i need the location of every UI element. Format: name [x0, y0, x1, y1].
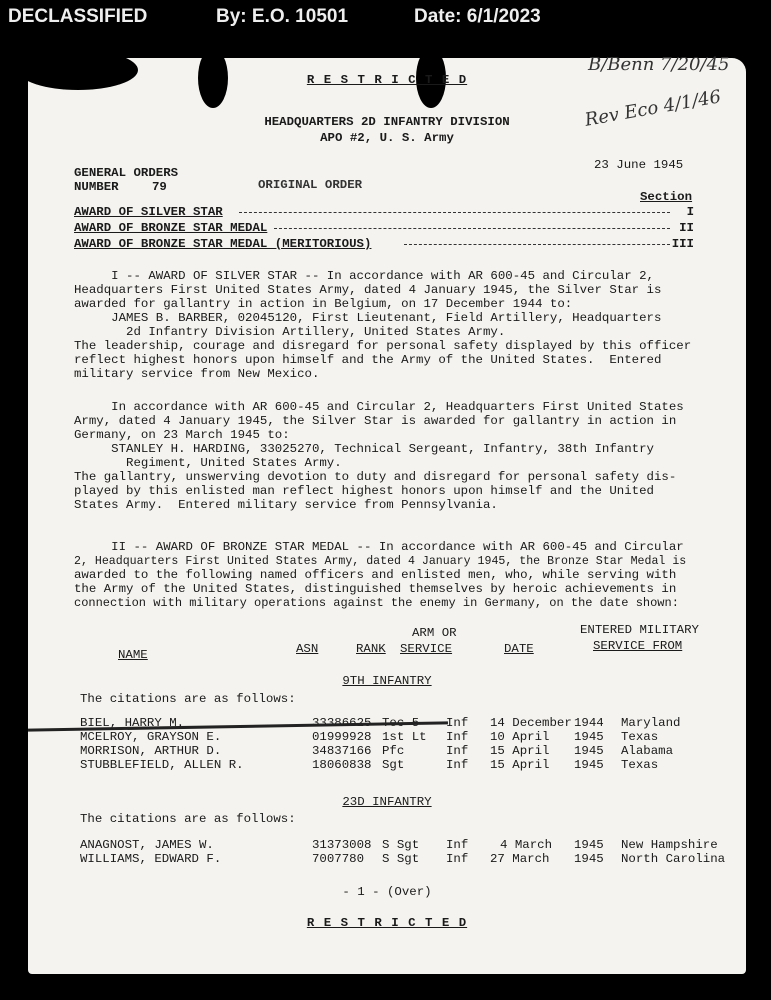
table-row: MCELROY, GRAYSON E. 01999928 1st Lt Inf 10 April 1945 Texas — [80, 730, 659, 744]
declassified-label: DECLASSIFIED — [8, 6, 148, 27]
text-line: awarded for gallantry in action in Belgium, on 17 December 1944 to: — [74, 297, 573, 311]
authority-label: By: E.O. 10501 — [216, 6, 349, 27]
text-line: States Army. Entered military service from Pennsylvania. — [74, 498, 498, 512]
document-page — [28, 54, 746, 974]
text-line: connection with military operations against the enemy in Germany, on the date shown: — [74, 596, 679, 610]
text-line: awarded to the following named officers and enlisted men, who, while serving with — [74, 568, 677, 582]
handwritten-note: Rev Eco 4/1/46 — [583, 86, 723, 131]
citations-intro: The citations are as follows: — [80, 812, 296, 826]
toc-item — [74, 205, 694, 220]
citations-intro: The citations are as follows: — [80, 692, 296, 706]
table-row: BIEL, HARRY M. 33386625 Tec 5 Inf 14 December 1944 Maryland — [80, 716, 681, 730]
text-line: In accordance with AR 600-45 and Circular 2, Headquarters First United States — [74, 400, 684, 414]
classification-header: R E S T R I C T E D — [306, 73, 468, 87]
column-header-rank: RANK — [356, 642, 386, 656]
text-line: Germany, on 23 March 1945 to: — [74, 428, 290, 442]
classification-footer: R E S T R I C T E D — [306, 916, 468, 930]
declassification-banner — [0, 4, 771, 32]
text-line: military service from New Mexico. — [74, 367, 320, 381]
column-header-arm: SERVICE — [400, 642, 453, 656]
original-order-stamp: ORIGINAL ORDER — [258, 178, 363, 192]
toc-section: I — [686, 205, 694, 219]
column-header-from: ENTERED MILITARY — [580, 623, 699, 637]
declassified-date: Date: 6/1/2023 — [414, 6, 541, 27]
apo-heading: APO #2, U. S. Army — [320, 131, 454, 145]
text-line: The leadership, courage and disregard for personal safety displayed by this officer — [74, 339, 692, 353]
page-number: - 1 - (Over) — [342, 885, 432, 899]
unit-heading: 9TH INFANTRY — [342, 674, 432, 688]
order-date: 23 June 1945 — [594, 158, 684, 172]
column-header-from: SERVICE FROM — [593, 639, 683, 653]
text-line: The gallantry, unswerving devotion to duty and disregard for personal safety dis- — [74, 470, 677, 484]
table-row: ANAGNOST, JAMES W. 31373008 S Sgt Inf 4 March 1945 New Hampshire — [80, 838, 718, 852]
text-line: Headquarters First United States Army, dated 4 January 1945, the Silver Star is — [74, 283, 662, 297]
text-line: II -- AWARD OF BRONZE STAR MEDAL -- In accordance with AR 600-45 and Circular — [74, 540, 684, 554]
toc-title: AWARD OF BRONZE STAR MEDAL — [74, 221, 268, 235]
text-line: JAMES B. BARBER, 02045120, First Lieutenant, Field Artillery, Headquarters — [74, 311, 662, 325]
table-row: MORRISON, ARTHUR D. 34837166 Pfc Inf 15 April 1945 Alabama — [80, 744, 674, 758]
text-line: reflect highest honors upon himself and the Army of the United States. Entered — [74, 353, 662, 367]
column-header-asn: ASN — [296, 642, 319, 656]
text-line: STANLEY H. HARDING, 33025270, Technical Sergeant, Infantry, 38th Infantry — [74, 442, 654, 456]
section-heading: Section — [640, 190, 693, 204]
table-row: WILLIAMS, EDWARD F. 7007780 S Sgt Inf 27 March 1945 North Carolina — [80, 852, 726, 866]
toc-title: AWARD OF BRONZE STAR MEDAL (MERITORIOUS) — [74, 237, 372, 251]
table-row: STUBBLEFIELD, ALLEN R. 18060838 Sgt Inf 15 April 1945 Texas — [80, 758, 659, 772]
text-line: 2d Infantry Division Artillery, United States Army. — [74, 325, 506, 339]
toc-section: III — [671, 237, 694, 251]
column-header-date: DATE — [504, 642, 534, 656]
order-number: 79 — [152, 180, 167, 194]
handwritten-note: B/Benn 7/20/45 — [588, 54, 730, 75]
unit-heading: HEADQUARTERS 2D INFANTRY DIVISION — [264, 115, 510, 129]
unit-heading: 23D INFANTRY — [342, 795, 432, 809]
text-line: Regiment, United States Army. — [74, 456, 342, 470]
text-line: I -- AWARD OF SILVER STAR -- In accordance with AR 600-45 and Circular 2, — [74, 269, 654, 283]
toc-item — [74, 237, 694, 252]
text-line: played by this enlisted man reflect highest honors upon himself and the United — [74, 484, 654, 498]
toc-section: II — [679, 221, 694, 235]
toc-item — [74, 221, 694, 236]
text-line: 2, Headquarters First United States Army, dated 4 January 1945, the Bronze Star Medal is — [74, 555, 687, 568]
column-header-name: NAME — [118, 648, 148, 662]
number-label: NUMBER — [74, 180, 119, 194]
general-orders-label: GENERAL ORDERS — [74, 166, 179, 180]
text-line: the Army of the United States, distinguished themselves by heroic achievements in — [74, 582, 677, 596]
column-header-arm: ARM OR — [412, 626, 457, 640]
toc-title: AWARD OF SILVER STAR — [74, 205, 223, 219]
text-line: Army, dated 4 January 1945, the Silver Star is awarded for gallantry in action in — [74, 414, 677, 428]
